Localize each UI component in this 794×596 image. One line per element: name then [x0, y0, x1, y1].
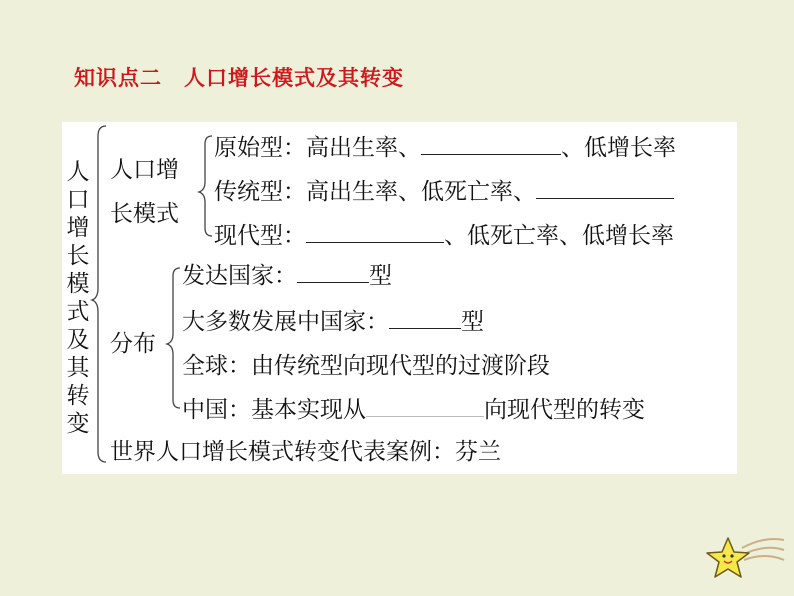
root-char: 模: [66, 271, 90, 297]
dist-developing-tail: 型: [461, 309, 484, 335]
dist-developing-head: 大多数发展中国家：: [182, 309, 389, 335]
root-char: 增: [66, 215, 90, 241]
dist-china-row: [182, 396, 645, 424]
outline-panel: [62, 122, 737, 474]
section-title: 知识点二 人口增长模式及其转变: [74, 66, 404, 90]
dist-china-head: 中国：基本实现从: [182, 397, 366, 423]
root-char: 其: [66, 355, 90, 381]
root-vertical-label: [66, 158, 90, 438]
modes-label-line2: 长模式: [110, 201, 179, 227]
mode-modern-row: [214, 222, 674, 250]
root-char: 人: [66, 159, 90, 185]
root-char: 转: [66, 383, 90, 409]
root-brace: [92, 126, 106, 462]
root-char: 长: [66, 243, 90, 269]
distribution-label: 分布: [110, 331, 156, 357]
mode-primitive-tail: 、低增长率: [561, 135, 676, 161]
mode-primitive-head: 原始型：高出生率、: [214, 135, 421, 161]
dist-china-tail: 向现代型的转变: [484, 397, 645, 423]
modes-label-line1: 人口增: [110, 157, 179, 183]
blank-developed-type: [297, 264, 369, 283]
dist-developed-head: 发达国家：: [182, 263, 297, 289]
blank-developing-type: [389, 310, 461, 329]
root-char: 及: [66, 327, 90, 353]
mode-traditional-head: 传统型：高出生率、低死亡率、: [214, 179, 536, 205]
case-row: 世界人口增长模式转变代表案例：芬兰: [110, 439, 501, 465]
dist-global-row: 全球：由传统型向现代型的过渡阶段: [182, 353, 550, 379]
mode-primitive-row: [214, 134, 676, 162]
dist-developed-row: [182, 262, 392, 290]
root-char: 变: [66, 411, 90, 437]
mode-modern-head: 现代型：: [214, 223, 306, 249]
distribution-brace: [167, 268, 180, 408]
dist-developed-tail: 型: [369, 263, 392, 289]
root-char: 式: [66, 299, 90, 325]
blank-primitive-death-rate: [421, 136, 561, 155]
mode-traditional-row: [214, 178, 674, 206]
mode-modern-tail: 、低死亡率、低增长率: [444, 223, 674, 249]
star-icon: [706, 530, 786, 592]
dist-developing-row: [182, 308, 484, 336]
blank-modern-birth-rate: [306, 224, 444, 243]
modes-brace: [199, 136, 212, 236]
blank-china-from-type: [366, 398, 484, 417]
blank-traditional-growth-rate: [536, 180, 674, 199]
root-char: 口: [66, 187, 90, 213]
